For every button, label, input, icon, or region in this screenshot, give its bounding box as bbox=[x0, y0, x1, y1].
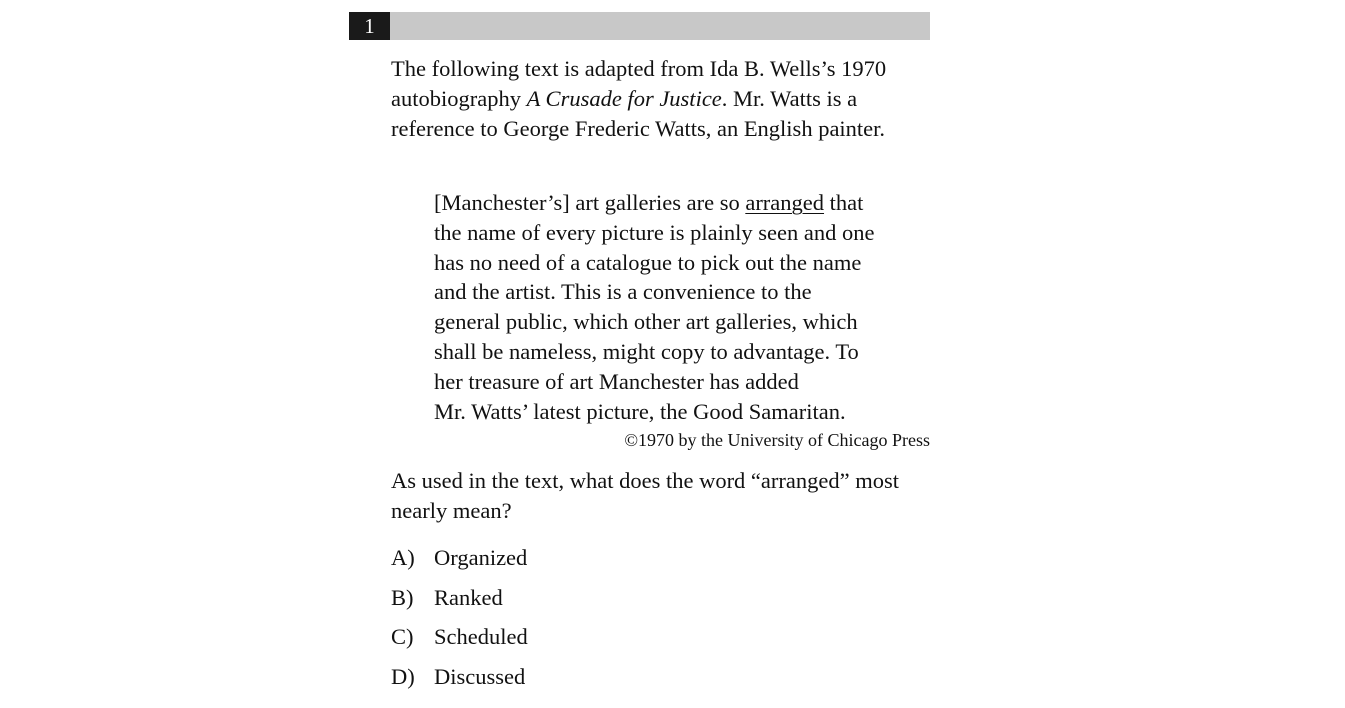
book-title: A Crusade for Justice bbox=[526, 86, 722, 111]
target-word: arranged bbox=[745, 190, 825, 215]
passage-line bbox=[434, 188, 934, 218]
answer-choices bbox=[391, 543, 528, 701]
choice-letter: D) bbox=[391, 663, 415, 689]
choice-a[interactable] bbox=[391, 543, 528, 583]
intro-text bbox=[391, 54, 931, 144]
passage-line: Mr. Watts’ latest picture, the Good Samaritan. bbox=[434, 398, 846, 424]
passage-line: has no need of a catalogue to pick out the name bbox=[434, 249, 862, 275]
passage-line: the name of every picture is plainly seen and one bbox=[434, 219, 875, 245]
passage-line: general public, which other art galleries, which bbox=[434, 309, 858, 335]
intro-text-part2: . Mr. Watts is a reference to George Frederic Watts, an English painter. bbox=[391, 86, 886, 141]
question-number: 1 bbox=[349, 12, 390, 40]
choice-letter: C) bbox=[391, 624, 414, 649]
choice-d[interactable] bbox=[391, 662, 528, 702]
choice-text: Discussed bbox=[434, 663, 526, 689]
passage-line1-after: that bbox=[824, 190, 864, 215]
intro-text-part1: The following text is adapted from Ida B. Wells’s 1970 autobiography bbox=[391, 56, 887, 111]
question-text: As used in the text, what does the word “arranged” most nearly mean? bbox=[391, 468, 899, 523]
choice-text: Ranked bbox=[434, 584, 503, 610]
passage-line: her treasure of art Manchester has added bbox=[434, 368, 799, 394]
question-header-bar bbox=[349, 12, 930, 40]
choice-b[interactable] bbox=[391, 583, 528, 623]
choice-letter: A) bbox=[391, 545, 415, 570]
passage bbox=[434, 188, 934, 426]
citation: ©1970 by the University of Chicago Press bbox=[624, 430, 930, 450]
choice-text: Organized bbox=[434, 545, 528, 570]
choice-c[interactable] bbox=[391, 622, 528, 662]
choice-letter: B) bbox=[391, 584, 414, 610]
passage-line: and the artist. This is a convenience to the bbox=[434, 279, 812, 305]
passage-line1-before: [Manchester’s] art galleries are so bbox=[434, 190, 746, 215]
passage-line: shall be nameless, might copy to advantage. To bbox=[434, 338, 859, 364]
choice-text: Scheduled bbox=[434, 624, 528, 649]
